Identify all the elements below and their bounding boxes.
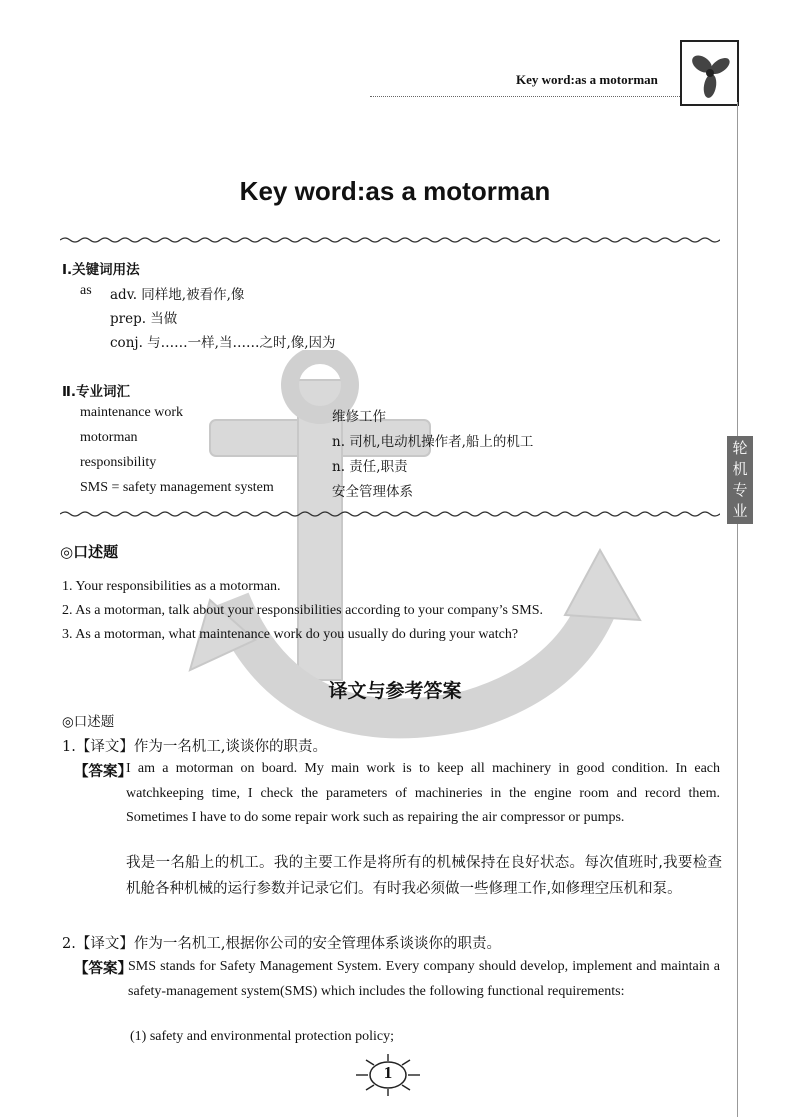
answers-subheading: ◎口述题 xyxy=(62,714,115,730)
page-number: 1 xyxy=(383,1063,393,1082)
header-rule xyxy=(370,96,682,97)
margin-rule xyxy=(737,102,738,1117)
running-header: Key word:as a motorman xyxy=(516,72,658,87)
vocab-cn: 维修工作 xyxy=(332,409,386,425)
answers-title: 译文与参考答案 xyxy=(328,680,462,702)
answer-label: 【答案】 xyxy=(74,763,132,780)
oral-heading: ◎口述题 xyxy=(60,543,119,561)
section-heading-usage: Ⅰ.关键词用法 xyxy=(62,262,140,278)
question: 2. As a motorman, talk about your responsibilities according to your company’s SMS. xyxy=(62,603,543,618)
vocab-cn: n. 责任,职责 xyxy=(332,459,408,475)
translation-2: 2.【译文】作为一名机工,根据你公司的安全管理体系谈谈你的职责。 xyxy=(62,936,501,952)
answer-2-en: SMS stands for Safety Management System. Every company should develop, implement and maintain a safety-management system(SMS) which includes the following functional requirements: xyxy=(128,959,720,999)
keyword: as xyxy=(80,283,92,298)
usage-prep: prep. 当做 xyxy=(110,311,178,327)
answer-label: 【答案】 xyxy=(74,960,132,977)
answer-2-list-item: (1) safety and environmental protection policy; xyxy=(130,1029,394,1044)
answer-1-cn: 我是一名船上的机工。我的主要工作是将所有的机械保持在良好状态。每次值班时,我要检查机舱各种机械的运行参数并记录它们。有时我必须做一些修理工作,如修理空压机和泵。 xyxy=(126,855,722,897)
question: 1. Your responsibilities as a motorman. xyxy=(62,579,281,594)
translation-1: 1.【译文】作为一名机工,谈谈你的职责。 xyxy=(62,739,327,755)
anchor-watermark xyxy=(170,350,650,780)
wave-divider xyxy=(60,510,720,518)
vocab-cn: n. 司机,电动机操作者,船上的机工 xyxy=(332,434,534,450)
question: 3. As a motorman, what maintenance work do you usually do during your watch? xyxy=(62,627,519,642)
vocab-en: maintenance work xyxy=(80,405,184,420)
section-heading-vocab: Ⅱ.专业词汇 xyxy=(62,384,131,400)
vocab-en: responsibility xyxy=(80,455,157,470)
answer-1-en: I am a motorman on board. My main work is to keep all machinery in good condition. In each watchkeeping time, I check the parameters of machineries in the engine room and record them. Sometimes I have to do some repair work such as repairing the air compressor or pumps. xyxy=(126,761,720,825)
usage-conj: conj. 与……一样,当……之时,像,因为 xyxy=(110,335,336,351)
propeller-logo xyxy=(680,40,739,106)
vocab-en: motorman xyxy=(80,430,138,445)
side-tab-label: 轮机专业 xyxy=(727,436,753,524)
page-title: Key word:as a motorman xyxy=(239,176,551,206)
propeller-icon xyxy=(682,42,737,104)
wave-divider xyxy=(60,236,720,244)
vocab-en: SMS = safety management system xyxy=(80,480,274,495)
page-number-badge xyxy=(338,1050,438,1100)
vocab-cn: 安全管理体系 xyxy=(332,484,413,500)
usage-adv: adv. 同样地,被看作,像 xyxy=(110,287,245,303)
